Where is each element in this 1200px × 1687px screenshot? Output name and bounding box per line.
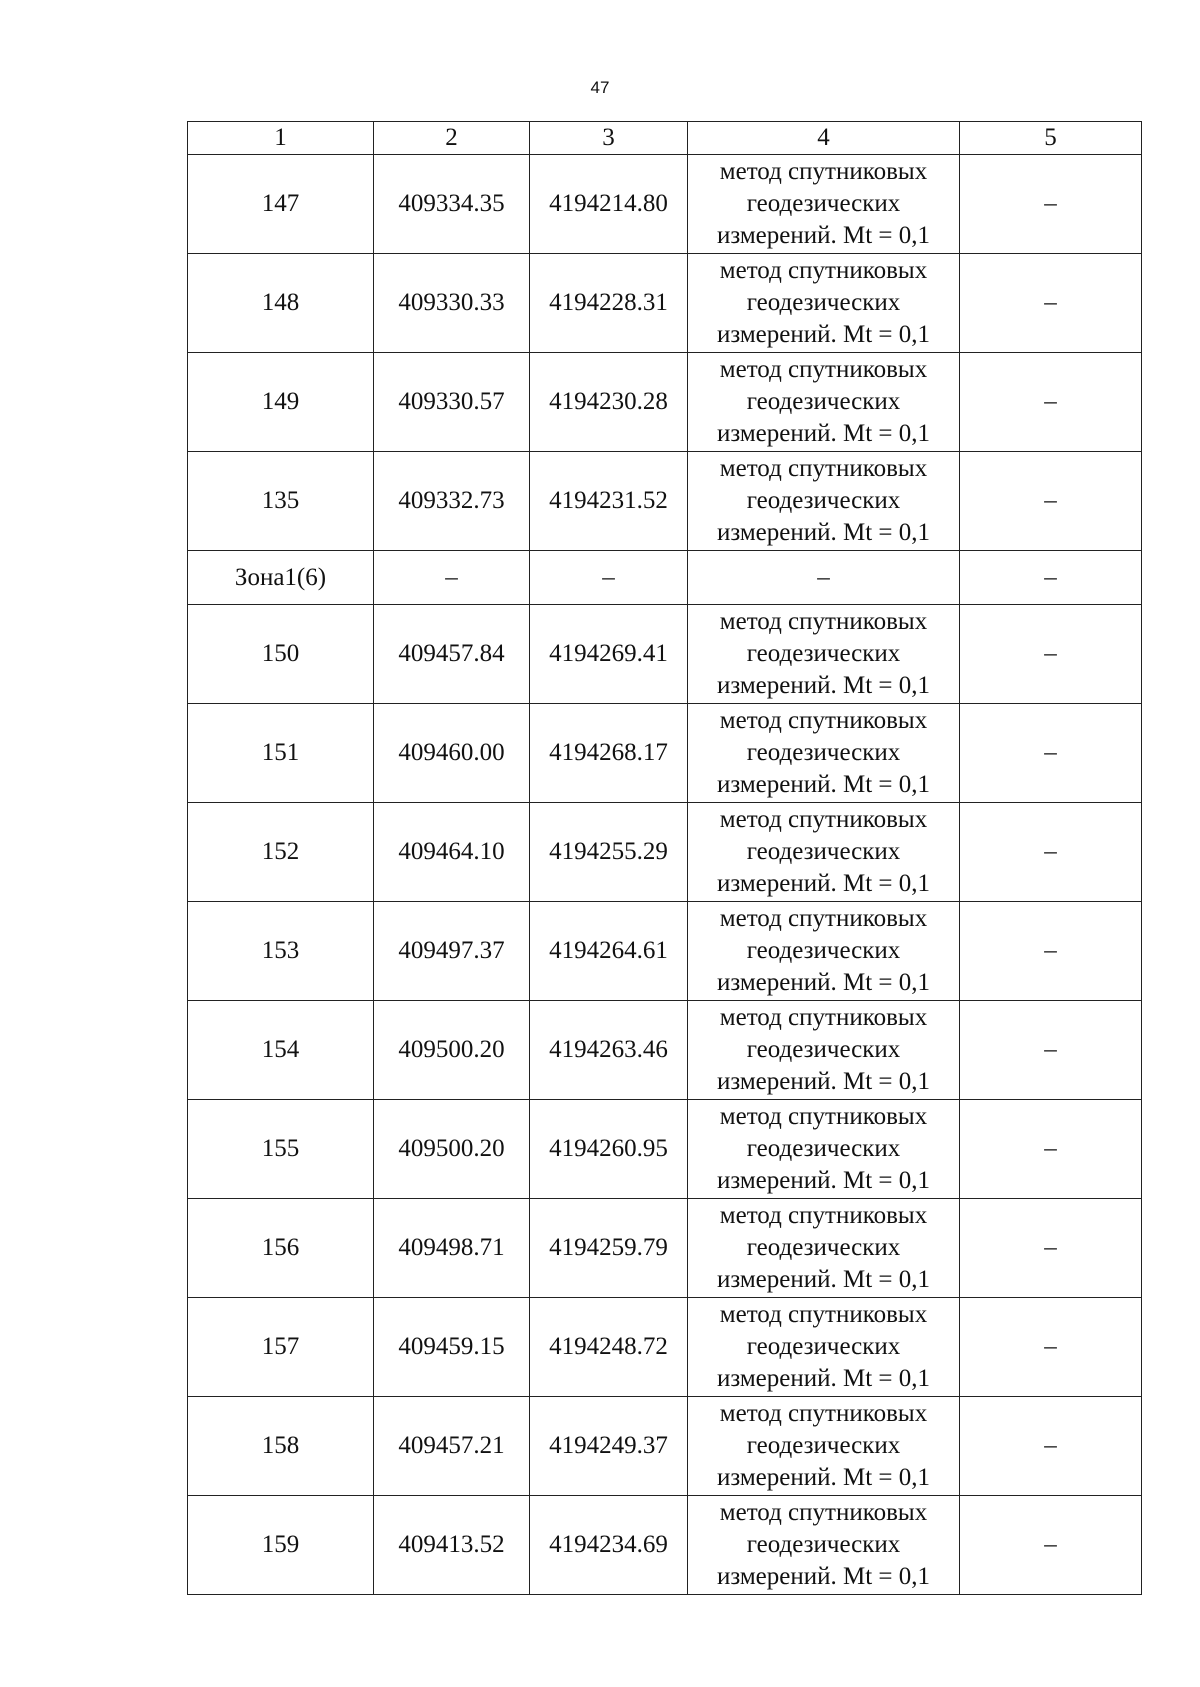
method-line: метод спутниковых [719, 1103, 928, 1130]
method-cell [688, 1298, 960, 1397]
method-line: метод спутниковых [719, 608, 928, 635]
note-cell: – [960, 1397, 1142, 1496]
table-row [188, 803, 1142, 902]
note-cell: – [960, 1298, 1142, 1397]
method-line: измерений. Mt = 0,1 [716, 771, 931, 798]
coordinate-y-cell: 4194260.95 [530, 1100, 688, 1199]
method-cell [688, 1001, 960, 1100]
method-line: измерений. Mt = 0,1 [716, 1068, 931, 1095]
method-line: метод спутниковых [719, 1301, 928, 1328]
method-line: геодезических [746, 388, 901, 415]
coordinate-y-cell: 4194230.28 [530, 353, 688, 452]
method-cell: – [688, 551, 960, 605]
method-line: геодезических [746, 1036, 901, 1063]
method-line: метод спутниковых [719, 1202, 928, 1229]
note-cell: – [960, 1496, 1142, 1595]
method-cell [688, 1496, 960, 1595]
note-cell: – [960, 902, 1142, 1001]
table-row [188, 704, 1142, 803]
coordinate-x-cell: – [374, 551, 530, 605]
method-line: измерений. Mt = 0,1 [716, 870, 931, 897]
method-line: измерений. Mt = 0,1 [716, 1167, 931, 1194]
point-number-cell: 158 [188, 1397, 374, 1496]
note-cell: – [960, 353, 1142, 452]
method-line: метод спутниковых [719, 356, 928, 383]
table-row [188, 1397, 1142, 1496]
point-number-cell: Зона1(6) [188, 551, 374, 605]
table-row [188, 254, 1142, 353]
table-row [188, 1100, 1142, 1199]
method-line: измерений. Mt = 0,1 [716, 672, 931, 699]
method-line: геодезических [746, 1432, 901, 1459]
point-number-cell: 147 [188, 155, 374, 254]
method-cell [688, 1397, 960, 1496]
method-cell [688, 704, 960, 803]
method-line: геодезических [746, 190, 901, 217]
table-row [188, 1001, 1142, 1100]
point-number-cell: 154 [188, 1001, 374, 1100]
method-line: геодезических [746, 1333, 901, 1360]
coordinate-x-cell: 409413.52 [374, 1496, 530, 1595]
coordinate-x-cell: 409464.10 [374, 803, 530, 902]
coordinate-x-cell: 409330.57 [374, 353, 530, 452]
method-cell [688, 803, 960, 902]
point-number-cell: 155 [188, 1100, 374, 1199]
coordinate-x-cell: 409500.20 [374, 1100, 530, 1199]
coordinate-x-cell: 409332.73 [374, 452, 530, 551]
coordinate-x-cell: 409460.00 [374, 704, 530, 803]
table-row [188, 1298, 1142, 1397]
method-line: измерений. Mt = 0,1 [716, 519, 931, 546]
column-header: 4 [688, 122, 960, 155]
coordinate-x-cell: 409500.20 [374, 1001, 530, 1100]
method-line: метод спутниковых [719, 455, 928, 482]
coordinate-x-cell: 409330.33 [374, 254, 530, 353]
point-number-cell: 135 [188, 452, 374, 551]
column-header: 1 [188, 122, 374, 155]
point-number-cell: 152 [188, 803, 374, 902]
method-line: геодезических [746, 1135, 901, 1162]
coordinate-x-cell: 409334.35 [374, 155, 530, 254]
zone-row [188, 551, 1142, 605]
method-line: геодезических [746, 289, 901, 316]
point-number-cell: 157 [188, 1298, 374, 1397]
coordinate-x-cell: 409457.84 [374, 605, 530, 704]
coordinate-y-cell: 4194214.80 [530, 155, 688, 254]
point-number-cell: 156 [188, 1199, 374, 1298]
method-line: измерений. Mt = 0,1 [716, 222, 931, 249]
method-cell [688, 353, 960, 452]
method-line: измерений. Mt = 0,1 [716, 1266, 931, 1293]
coordinate-y-cell: 4194231.52 [530, 452, 688, 551]
table-row [188, 605, 1142, 704]
method-line: метод спутниковых [719, 257, 928, 284]
coordinate-x-cell: 409459.15 [374, 1298, 530, 1397]
header-row [188, 122, 1142, 155]
note-cell: – [960, 704, 1142, 803]
method-line: измерений. Mt = 0,1 [716, 1563, 931, 1590]
coordinates-table [187, 121, 1142, 1595]
method-cell [688, 155, 960, 254]
point-number-cell: 150 [188, 605, 374, 704]
method-line: метод спутниковых [719, 158, 928, 185]
coordinate-x-cell: 409498.71 [374, 1199, 530, 1298]
note-cell: – [960, 254, 1142, 353]
point-number-cell: 153 [188, 902, 374, 1001]
method-cell [688, 1100, 960, 1199]
table-row [188, 353, 1142, 452]
note-cell: – [960, 803, 1142, 902]
note-cell: – [960, 1001, 1142, 1100]
coordinate-y-cell: 4194259.79 [530, 1199, 688, 1298]
method-cell [688, 452, 960, 551]
table-row [188, 155, 1142, 254]
table-body [188, 122, 1142, 1595]
note-cell: – [960, 452, 1142, 551]
method-line: измерений. Mt = 0,1 [716, 1365, 931, 1392]
method-line: метод спутниковых [719, 1499, 928, 1526]
note-cell: – [960, 155, 1142, 254]
column-header: 2 [374, 122, 530, 155]
point-number-cell: 151 [188, 704, 374, 803]
coordinate-y-cell: – [530, 551, 688, 605]
method-line: измерений. Mt = 0,1 [716, 969, 931, 996]
method-line: геодезических [746, 640, 901, 667]
point-number-cell: 149 [188, 353, 374, 452]
point-number-cell: 148 [188, 254, 374, 353]
coordinate-y-cell: 4194264.61 [530, 902, 688, 1001]
table-row [188, 1199, 1142, 1298]
method-line: метод спутниковых [719, 1004, 928, 1031]
coordinate-y-cell: 4194234.69 [530, 1496, 688, 1595]
method-line: геодезических [746, 739, 901, 766]
coordinate-y-cell: 4194255.29 [530, 803, 688, 902]
coordinate-y-cell: 4194268.17 [530, 704, 688, 803]
coordinate-y-cell: 4194228.31 [530, 254, 688, 353]
method-cell [688, 1199, 960, 1298]
note-cell: – [960, 605, 1142, 704]
method-cell [688, 605, 960, 704]
coordinate-y-cell: 4194248.72 [530, 1298, 688, 1397]
note-cell: – [960, 1100, 1142, 1199]
method-line: метод спутниковых [719, 905, 928, 932]
coordinate-x-cell: 409457.21 [374, 1397, 530, 1496]
column-header: 5 [960, 122, 1142, 155]
coordinate-y-cell: 4194249.37 [530, 1397, 688, 1496]
table-row [188, 452, 1142, 551]
method-line: метод спутниковых [719, 806, 928, 833]
column-header: 3 [530, 122, 688, 155]
table-row [188, 1496, 1142, 1595]
note-cell: – [960, 1199, 1142, 1298]
method-line: геодезических [746, 937, 901, 964]
method-cell [688, 902, 960, 1001]
note-cell: – [960, 551, 1142, 605]
coordinate-y-cell: 4194263.46 [530, 1001, 688, 1100]
table-row [188, 902, 1142, 1001]
point-number-cell: 159 [188, 1496, 374, 1595]
method-line: измерений. Mt = 0,1 [716, 420, 931, 447]
method-cell [688, 254, 960, 353]
method-line: геодезических [746, 487, 901, 514]
method-line: геодезических [746, 1234, 901, 1261]
method-line: геодезических [746, 838, 901, 865]
coordinate-x-cell: 409497.37 [374, 902, 530, 1001]
method-line: измерений. Mt = 0,1 [716, 321, 931, 348]
method-line: метод спутниковых [719, 1400, 928, 1427]
method-line: метод спутниковых [719, 707, 928, 734]
method-line: геодезических [746, 1531, 901, 1558]
coordinate-y-cell: 4194269.41 [530, 605, 688, 704]
page-number: 47 [590, 78, 610, 97]
method-line: измерений. Mt = 0,1 [716, 1464, 931, 1491]
